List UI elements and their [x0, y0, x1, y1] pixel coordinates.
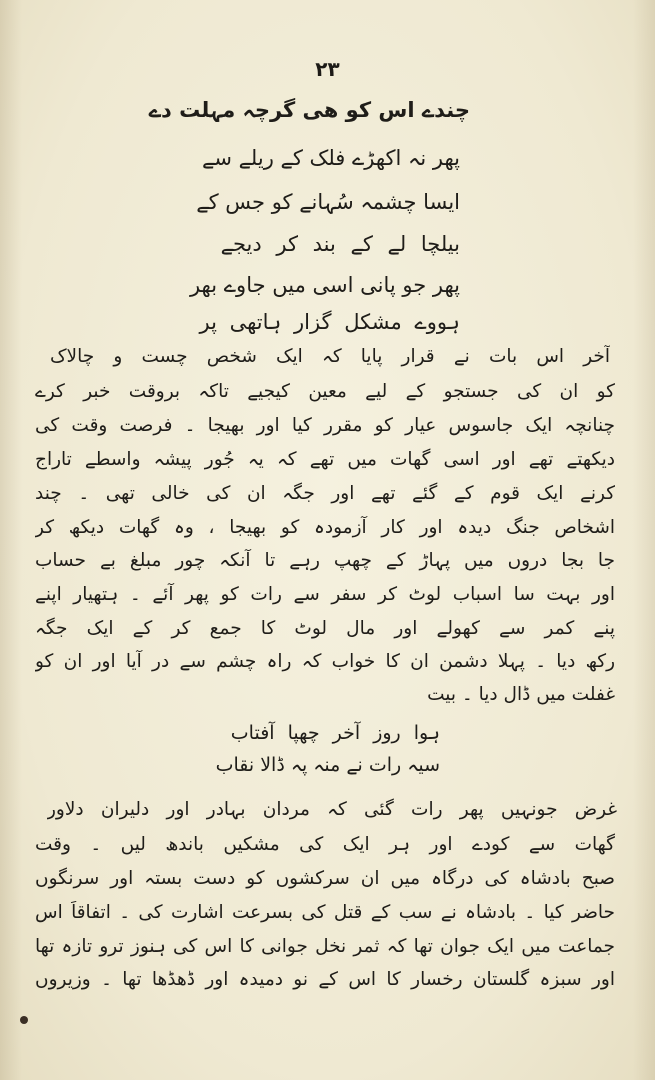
verse-line: ایسا چشمہ سُہانے کو جس کے: [196, 190, 460, 214]
paragraph-line: صبح بادشاہ کی درگاہ میں ان سرکشوں کو دست بستہ اور سرنگوں: [35, 868, 615, 889]
paragraph-line: جا بجا دروں میں پہاڑ کے چھپ رہے تا آنکہ چور مبلغ بے حساب: [35, 550, 615, 571]
verse-line: پھر جو پانی اسی میں جاوے بھر: [189, 273, 460, 297]
paragraph-line: رکھ دیا ۔ پہلا دشمن ان کا خواب کہ راہ چشم سے در آیا اور ان کو: [35, 651, 615, 672]
couplet-line: ہوا روز آخر چھپا آفتاب: [230, 722, 440, 744]
paragraph-line: کرنے ایک قوم کے گئے تھے اور جگہ ان کی خالی تھی ۔ چند: [35, 483, 615, 504]
verse-line: چندے اس کو ھی گرچہ مہلت دے: [148, 98, 470, 122]
paragraph-line: گھات سے کودے اور ہر ایک کی مشکیں باندھ لیں ۔ وقت: [35, 834, 615, 855]
verse-line: ہووے مشکل گزار ہاتھی پر: [199, 310, 460, 334]
paragraph-line: غفلت میں ڈال دیا ۔ بیت: [427, 684, 615, 705]
paragraph-line: کو ان کی جستجو کے لیے معین کیجیے تاکہ بروقت خبر کرے: [35, 381, 615, 402]
paragraph-line: چنانچہ ایک جاسوس عیار کو مقرر کیا اور بھیجا ۔ فرصت وقت کی: [35, 415, 615, 436]
paragraph-line: آخر اس بات نے قرار پایا کہ ایک شخص چست و چالاک: [50, 346, 610, 367]
paragraph-line: غرض جونہیں پھر رات گئی کہ مردان بہادر اور دلیران دلاور: [47, 799, 617, 820]
paragraph-line: اور سبزہ گلستان رخسار کا اس کے نو دمیدہ اور ڈھڈھا تھا ۔ وزیروں: [35, 969, 615, 990]
paragraph-line: دیکھتے تھے اور اسی گھات میں تھے کہ یہ جُور پیشہ واسطے تاراج: [35, 449, 615, 470]
verse-line: پھر نہ اکھڑے فلک کے ریلے سے: [202, 146, 460, 170]
paragraph-line: اور بہت سا اسباب لوٹ کر سفر سے رات کو پھر آئے ۔ ہتھیار اپنے: [35, 584, 615, 605]
verse-line: بیلچا لے کے بند کر دیجے: [220, 232, 460, 256]
ink-spot: [20, 1016, 28, 1024]
page-number: ۲۳: [315, 57, 340, 81]
paragraph-line: جماعت میں ایک جوان تھا کہ ثمر نخل جوانی کا اس کی ہنوز ترو تازہ تھا: [35, 936, 615, 957]
paragraph-line: اشخاص جنگ دیدہ اور کار آزمودہ کو بھیجا ، وہ گھات دیکھ کر: [35, 517, 615, 538]
couplet-line: سیہ رات نے منہ پہ ڈالا نقاب: [215, 754, 440, 776]
paragraph-line: حاضر کیا ۔ بادشاہ نے سب کے قتل کی بسرعت اشارت کی ۔ اتفاقاً اس: [35, 902, 615, 923]
paragraph-line: پنے کمر سے کھولے اور مال لوٹ کا جمع کر کے ایک جگہ: [35, 618, 615, 639]
